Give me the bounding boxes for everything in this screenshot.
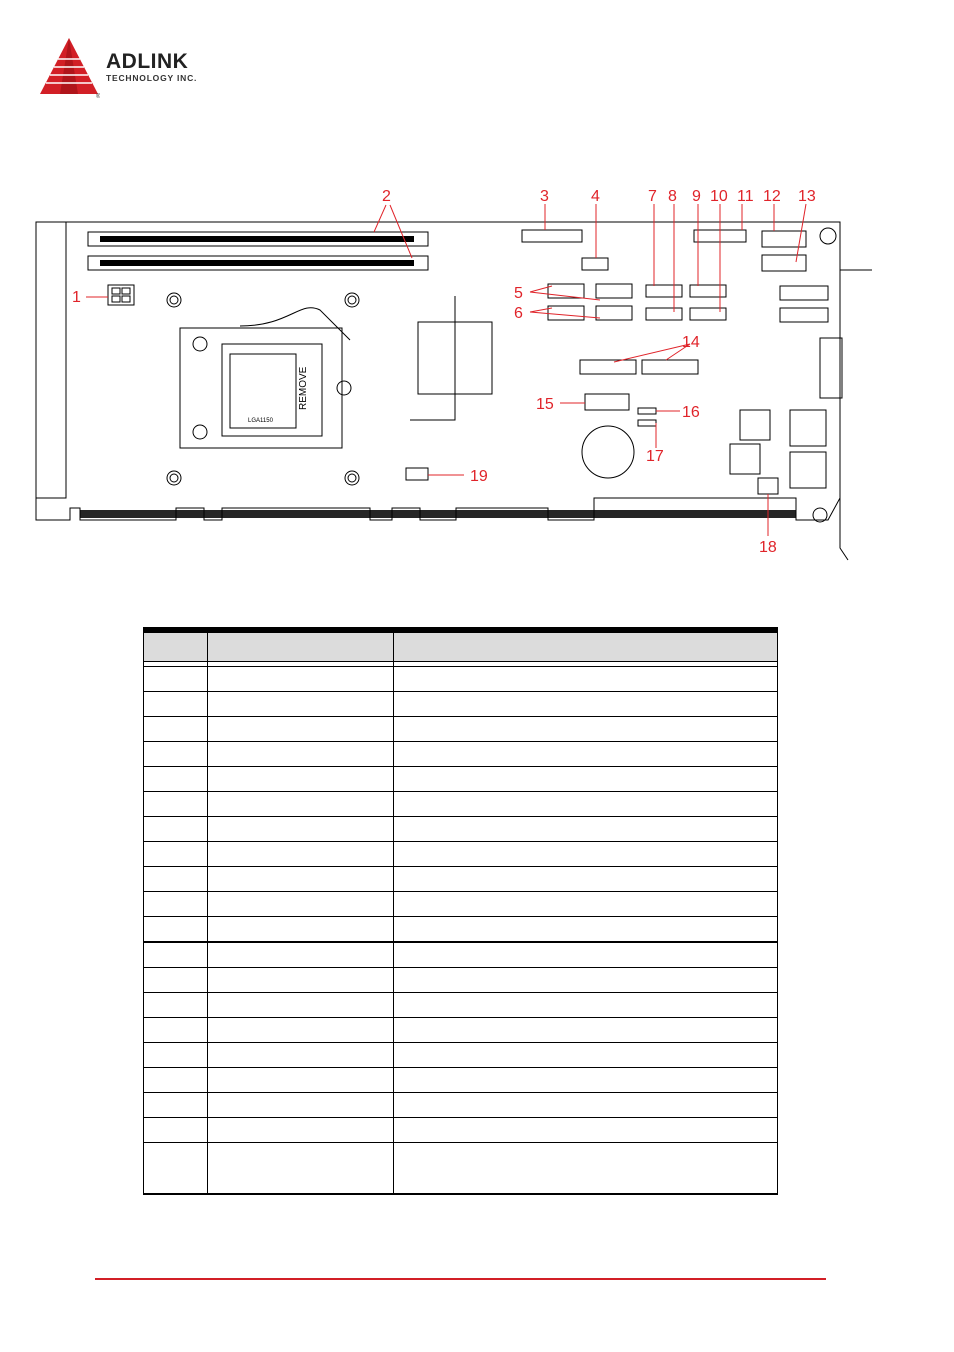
table-cell [394,792,778,817]
table-cell [144,968,208,993]
callout-16: 16 [682,404,700,421]
table-cell [394,942,778,968]
callout-18: 18 [759,539,777,556]
callout-labels [72,188,816,556]
table-cell [394,917,778,943]
table-cell [394,892,778,917]
table-cell [394,767,778,792]
brand-tagline: TECHNOLOGY INC. [106,73,198,83]
table-cell [144,742,208,767]
table-cell [208,968,394,993]
table-cell [144,1143,208,1195]
callout-1: 1 [72,289,81,306]
table-row [144,692,778,717]
table-cell [208,1118,394,1143]
table-cell [394,842,778,867]
table-row [144,1043,778,1068]
table-cell [208,692,394,717]
table-cell [144,717,208,742]
table-cell [394,717,778,742]
table-row [144,842,778,867]
adlink-logo [38,36,238,100]
table-cell [394,817,778,842]
callout-5: 5 [514,285,523,302]
connector-table [143,627,778,1195]
table-cell [394,667,778,692]
table-header-cell [208,630,394,662]
table-row [144,792,778,817]
table-cell [144,867,208,892]
table-cell [208,1143,394,1195]
table-cell [208,1018,394,1043]
socket-lever-label: REMOVE [298,366,309,410]
table-cell [144,792,208,817]
table-cell [144,1093,208,1118]
table-cell [208,993,394,1018]
table-cell [144,817,208,842]
callout-10: 10 [710,188,728,205]
table-cell [144,842,208,867]
table-cell [144,1068,208,1093]
table-row [144,1068,778,1093]
socket-label: LGA1150 [248,418,273,424]
registered-mark: ® [96,94,100,98]
table-cell [208,867,394,892]
table-row [144,767,778,792]
table-cell [144,1043,208,1068]
table-row [144,1143,778,1195]
table-row [144,742,778,767]
table-cell [208,742,394,767]
table-cell [208,1043,394,1068]
table-cell [208,942,394,968]
table-cell [394,1068,778,1093]
callout-11: 11 [737,188,754,205]
table-cell [394,867,778,892]
callout-7: 7 [648,188,657,205]
table-cell [394,1043,778,1068]
callout-4: 4 [591,188,600,205]
callout-6: 6 [514,305,523,322]
table-cell [394,1143,778,1195]
table-cell [208,792,394,817]
table-cell [208,1093,394,1118]
table-cell [394,968,778,993]
table-cell [208,1068,394,1093]
table-cell [144,892,208,917]
table-header-cell [144,630,208,662]
table-cell [394,993,778,1018]
board-layout-diagram [0,180,954,570]
table-header-cell [394,630,778,662]
table-row [144,817,778,842]
callout-13: 13 [798,188,816,205]
brand-name: ADLINK [106,50,189,73]
table-cell [208,767,394,792]
table-row [144,968,778,993]
table-cell [144,667,208,692]
callout-14: 14 [682,334,700,351]
table-cell [208,892,394,917]
table-cell [208,917,394,943]
table-cell [144,1118,208,1143]
table-cell [394,742,778,767]
table-cell [394,692,778,717]
table-row [144,867,778,892]
table-row [144,1093,778,1118]
table-row [144,1118,778,1143]
table-row [144,917,778,943]
table-cell [394,1118,778,1143]
table-cell [394,1018,778,1043]
callout-9: 9 [692,188,701,205]
callout-8: 8 [668,188,677,205]
callout-12: 12 [763,188,781,205]
table-cell [208,842,394,867]
callout-17: 17 [646,448,664,465]
table-row [144,892,778,917]
callout-15: 15 [536,396,554,413]
footer-divider [95,1278,826,1280]
callout-2: 2 [382,188,391,205]
table-row [144,667,778,692]
table-cell [144,1018,208,1043]
adlink-logo-icon [38,36,100,98]
table-cell [144,692,208,717]
table-cell [144,993,208,1018]
callout-19: 19 [470,468,488,485]
table-header-row [144,630,778,662]
table-cell [144,917,208,943]
table-cell [208,667,394,692]
table-cell [208,717,394,742]
table-row [144,717,778,742]
table-row [144,942,778,968]
table-row [144,993,778,1018]
table-cell [144,767,208,792]
callout-3: 3 [540,188,549,205]
table-cell [394,1093,778,1118]
table-cell [144,942,208,968]
table-cell [208,817,394,842]
table-row [144,1018,778,1043]
